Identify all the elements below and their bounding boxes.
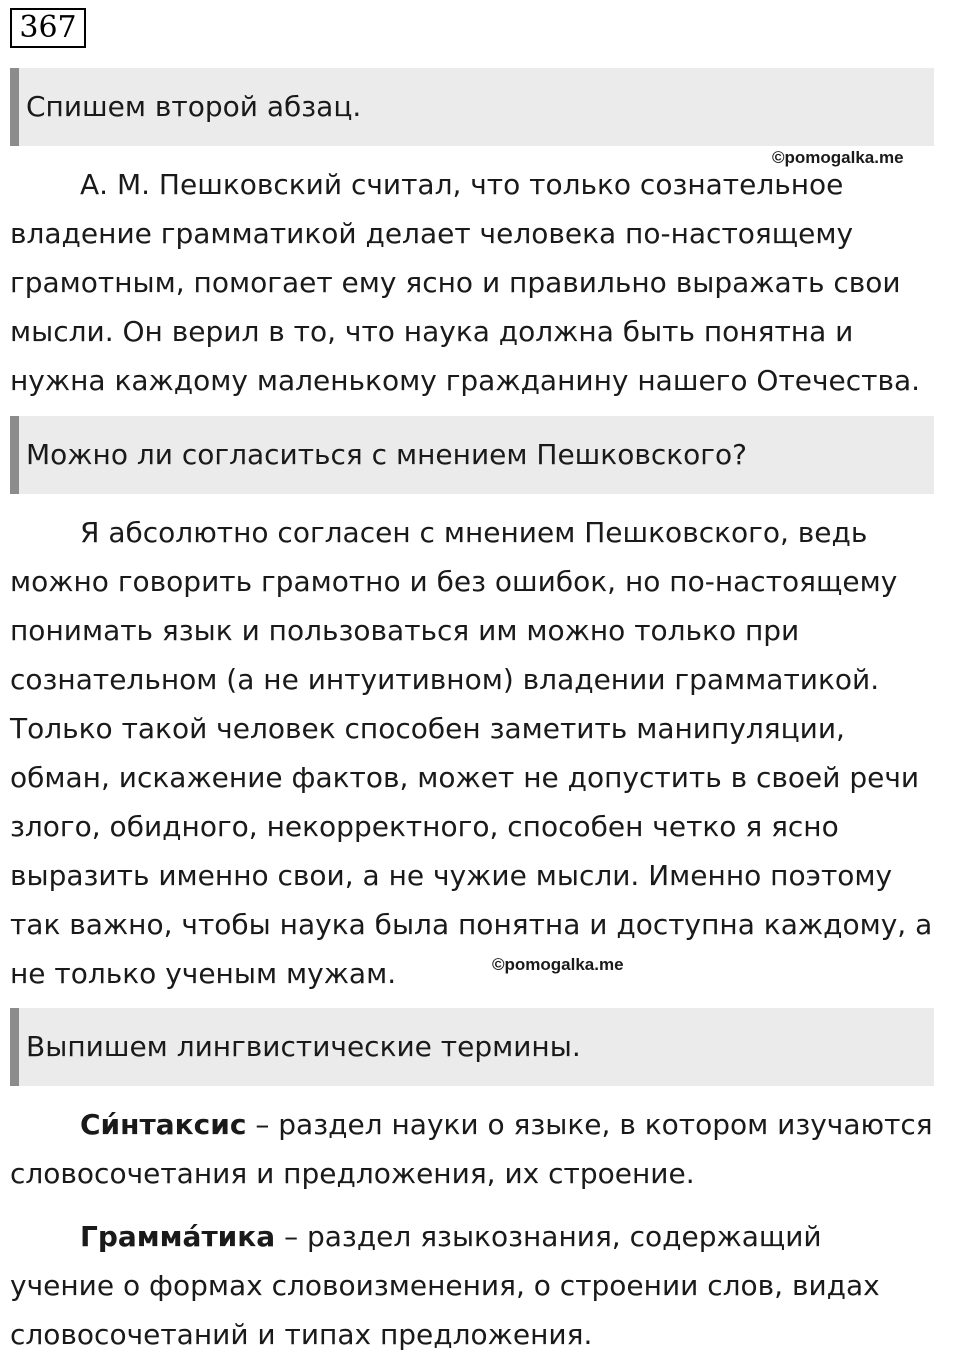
task-2-paragraph: [10, 508, 952, 998]
task-3-header: Выпишем лингвистические термины.: [10, 1008, 934, 1086]
term-syntax: Си́нтаксис: [80, 1108, 247, 1141]
paragraph-line: злого, обидного, некорректного, способен четко я ясно: [10, 810, 839, 843]
paragraph-line: можно говорить грамотно и без ошибок, но по-настоящему: [10, 565, 898, 598]
paragraph-line: владение грамматикой делает человека по-настоящему: [10, 217, 854, 250]
task-2-header: Можно ли согласиться с мнением Пешковского?: [10, 416, 934, 494]
paragraph-line: понимать язык и пользоваться им можно только при: [10, 614, 800, 647]
paragraph-line: Только такой человек способен заметить манипуляции,: [10, 712, 845, 745]
term-definition-grammar: [10, 1212, 952, 1359]
paragraph-line: Я абсолютно согласен с мнением Пешковского, ведь: [80, 516, 868, 549]
paragraph-line: учение о формах словоизменения, о строении слов, видах: [10, 1269, 880, 1302]
paragraph-line: А. М. Пешковский считал, что только сознательное: [80, 168, 844, 201]
paragraph-line: нужна каждому маленькому гражданину нашего Отечества.: [10, 364, 921, 397]
paragraph-line: так важно, чтобы наука была понятна и доступна каждому, а: [10, 908, 933, 941]
paragraph-line: выразить именно свои, а не чужие мысли. Именно поэтому: [10, 859, 893, 892]
term-definition-syntax: [10, 1100, 952, 1198]
paragraph-line: грамотным, помогает ему ясно и правильно выражать свои: [10, 266, 901, 299]
paragraph-line: Грамма́тика – раздел языкознания, содержащий: [80, 1220, 822, 1253]
watermark-top: ©pomogalka.me: [772, 148, 904, 167]
task-number: 367: [10, 8, 86, 48]
paragraph-line: обман, искажение фактов, может не допустить в своей речи: [10, 761, 920, 794]
watermark-bottom: ©pomogalka.me: [492, 955, 624, 974]
paragraph-line: словосочетаний и типах предложения.: [10, 1318, 593, 1351]
paragraph-line: мысли. Он верил в то, что наука должна быть понятна и: [10, 315, 854, 348]
paragraph-line: не только ученым мужам.: [10, 957, 397, 990]
task-1-header: Спишем второй абзац.: [10, 68, 934, 146]
task-1-paragraph: [10, 160, 952, 405]
paragraph-line: сознательном (а не интуитивном) владении грамматикой.: [10, 663, 880, 696]
paragraph-line: Си́нтаксис – раздел науки о языке, в котором изучаются: [80, 1108, 933, 1141]
term-grammar: Грамма́тика: [80, 1220, 276, 1253]
paragraph-line: словосочетания и предложения, их строение.: [10, 1157, 695, 1190]
